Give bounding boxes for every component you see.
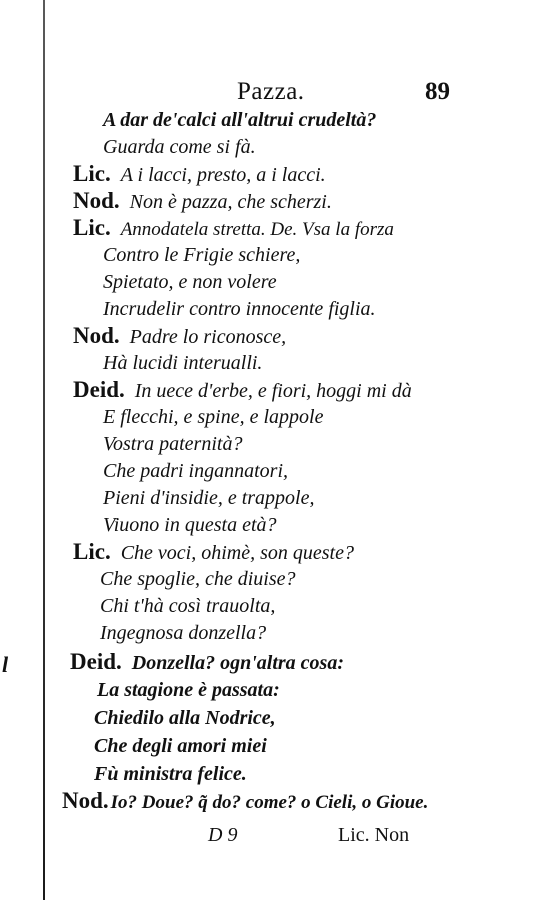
line-text: Pieni d'insidie, e trappole, [103, 487, 315, 509]
verse-line [73, 161, 326, 188]
speaker-label: Lic. [73, 161, 111, 186]
binding-gutter-line [43, 0, 45, 900]
speaker-label: Nod. [62, 788, 109, 813]
signature-mark: D 9 [208, 824, 238, 846]
line-text: Spietato, e non volere [103, 271, 277, 293]
line-text: Incrudelir contro innocente figlia. [103, 298, 376, 320]
page-number: 89 [425, 78, 450, 105]
verse-line [103, 431, 242, 457]
verse-line [103, 404, 323, 430]
verse-line [103, 512, 277, 538]
verse-line [103, 350, 262, 376]
verse-line [70, 649, 344, 676]
catchword: Lic. Non [338, 824, 410, 846]
line-text: Contro le Frigie schiere, [103, 244, 301, 266]
line-text: Che spoglie, che diuise? [100, 568, 296, 590]
speaker-label: Deid. [70, 649, 122, 674]
speaker-label: Nod. [73, 323, 120, 348]
verse-line [100, 620, 266, 646]
verse-line [103, 269, 277, 295]
verse-line [103, 296, 376, 322]
line-text: Guarda come si fà. [103, 136, 256, 158]
line-text: E flecchi, e spine, e lappole [103, 406, 324, 428]
verse-line [73, 188, 332, 215]
margin-mark: l [2, 652, 9, 677]
verse-line [94, 733, 267, 759]
line-text: Che degli amori miei [94, 735, 267, 757]
verse-line [94, 705, 276, 731]
verse-line [73, 215, 394, 243]
verse-line [100, 593, 275, 619]
line-text: Viuono in questa età? [103, 514, 277, 536]
verse-line [103, 107, 376, 133]
line-text: Donzella? ogn'altra cosa: [131, 652, 344, 674]
verse-line [100, 566, 296, 592]
verse-line [73, 323, 286, 350]
verse-line [73, 377, 412, 404]
speaker-label: Nod. [73, 188, 120, 213]
speaker-label: Lic. [73, 215, 111, 240]
line-text: Chi t'hà così trauolta, [100, 595, 276, 617]
verse-line [62, 788, 428, 816]
verse-line [103, 485, 314, 511]
speaker-label: Deid. [73, 377, 125, 402]
line-text: Fù ministra felice. [94, 763, 247, 785]
verse-line [94, 761, 247, 787]
line-text: In uece d'erbe, e fiori, hoggi mi dà [134, 380, 412, 402]
line-text: Che voci, ohimè, son queste? [120, 542, 354, 564]
speaker-label: Lic. [73, 539, 111, 564]
line-text: Che padri ingannatori, [103, 460, 289, 482]
page-footer [0, 824, 535, 854]
line-text: A i lacci, presto, a i lacci. [120, 164, 326, 186]
line-text: Padre lo riconosce, [129, 326, 287, 348]
line-text: Annodatela stretta. De. Vsa la forza [120, 219, 394, 240]
running-title: Pazza. [237, 78, 305, 105]
verse-line [103, 242, 300, 268]
verse-line [73, 539, 354, 566]
line-text: Io? Doue? q̃ do? come? o Cieli, o Gioue. [110, 792, 429, 813]
line-text: Vostra paternità? [103, 433, 243, 455]
running-head [0, 78, 535, 108]
line-text: Ingegnosa donzella? [100, 622, 267, 644]
line-text: A dar de'calci all'altrui crudeltà? [103, 109, 377, 131]
verse-line [97, 677, 280, 703]
line-text: Hà lucidi interualli. [103, 352, 263, 374]
verse-line [103, 134, 256, 160]
verse-line [103, 458, 288, 484]
line-text: La stagione è passata: [97, 679, 280, 701]
line-text: Chiedilo alla Nodrice, [94, 707, 276, 729]
line-text: Non è pazza, che scherzi. [129, 191, 332, 213]
